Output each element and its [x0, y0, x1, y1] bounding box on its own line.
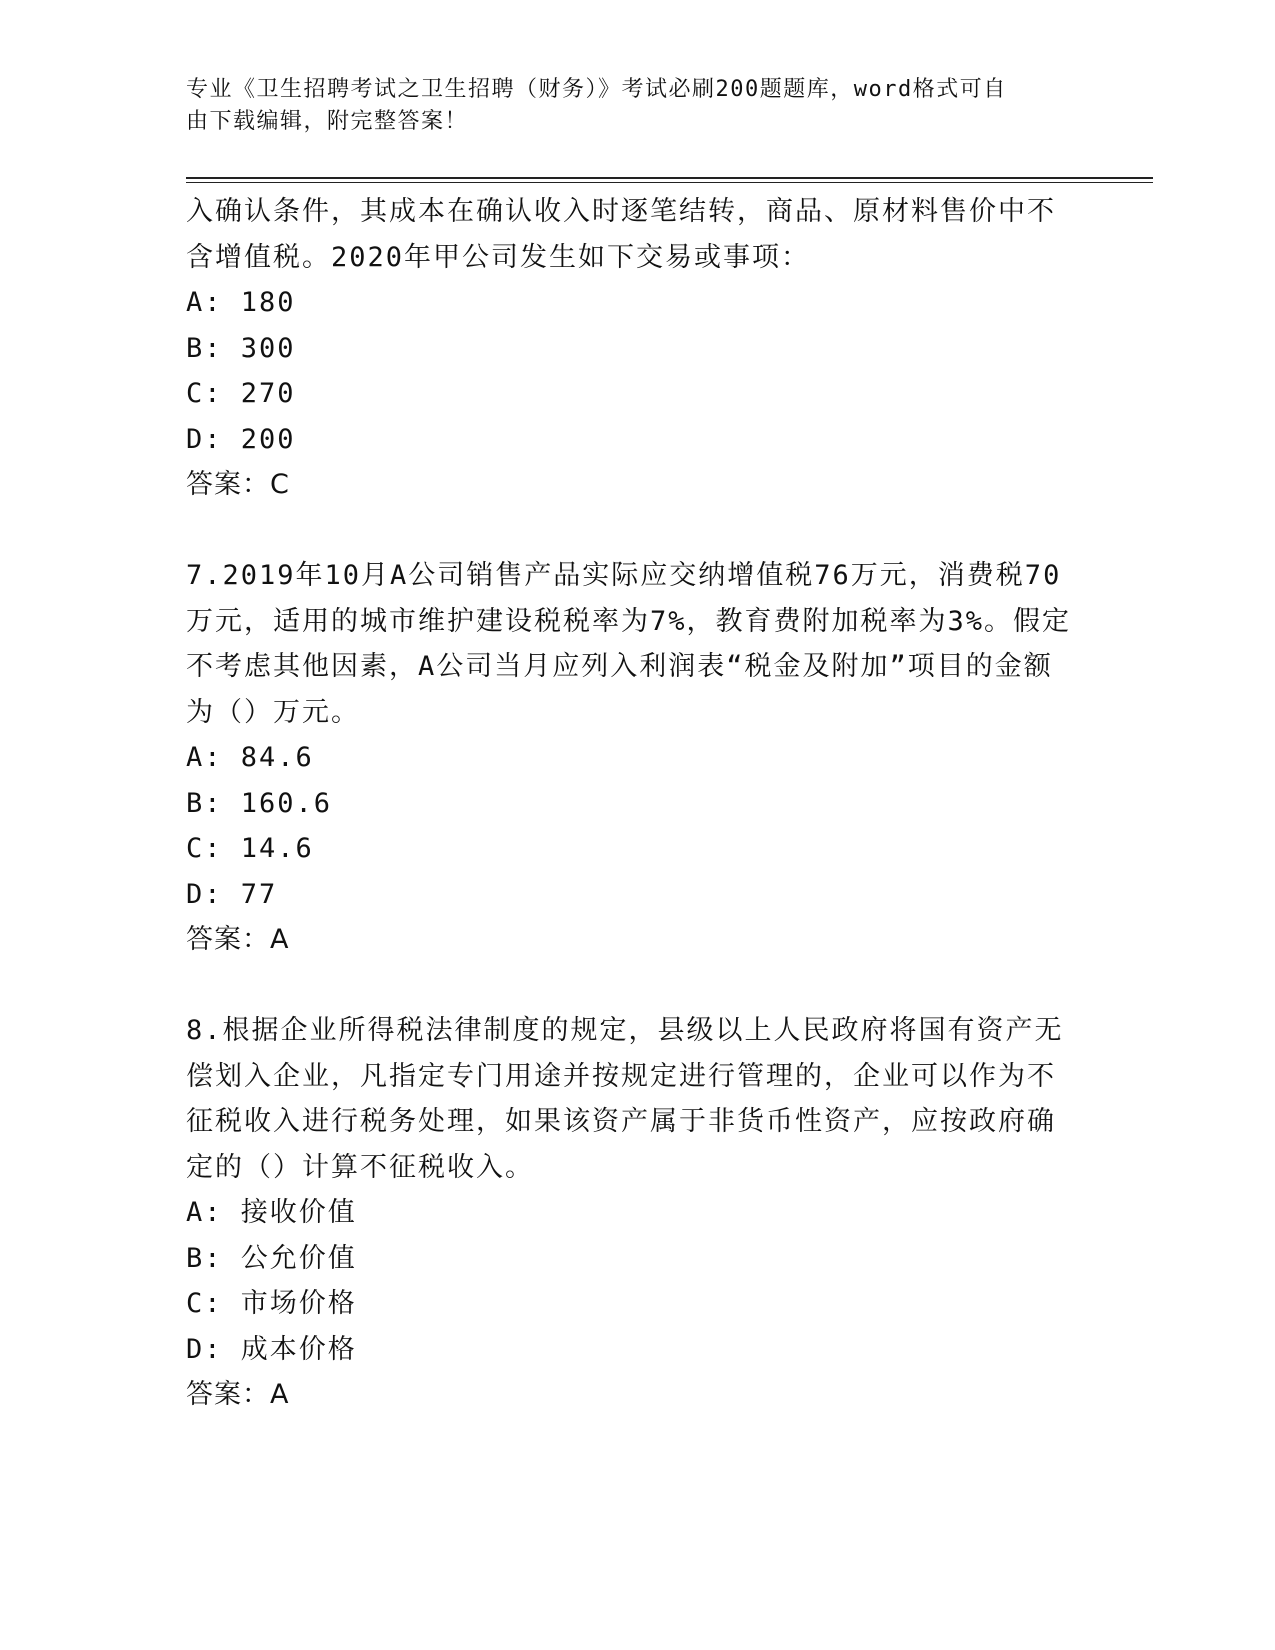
question-stem-line: 偿划入企业，凡指定专门用途并按规定进行管理的，企业可以作为不	[186, 1060, 1056, 1092]
question-stem-line: 入确认条件，其成本在确认收入时逐笔结转，商品、原材料售价中不	[186, 196, 1056, 227]
option-a: A: 84.6	[186, 742, 314, 773]
question-stem-line: 为（）万元。	[186, 696, 360, 728]
question-stem-line: 征税收入进行税务处理，如果该资产属于非货币性资产，应按政府确	[186, 1106, 1056, 1137]
document-header	[186, 74, 1066, 138]
answer-line: 答案：A	[186, 1379, 290, 1410]
option-c: C: 14.6	[186, 833, 314, 864]
option-d: D: 200	[186, 423, 296, 455]
question-7	[186, 553, 1086, 963]
header-divider-thin	[186, 182, 1153, 183]
header-line-1: 专业《卫生招聘考试之卫生招聘（财务）》考试必刷200题题库，word格式可自	[186, 77, 1007, 102]
question-stem-line: 8.根据企业所得税法律制度的规定，县级以上人民政府将国有资产无	[186, 1015, 1064, 1046]
question-stem-line: 万元，适用的城市维护建设税税率为7%，教育费附加税率为3%。假定	[186, 605, 1072, 637]
spacer	[186, 963, 1086, 1009]
option-b: B: 300	[186, 332, 296, 364]
option-b: B: 公允价值	[186, 1242, 357, 1274]
answer-line: 答案：A	[186, 924, 290, 955]
option-a: A: 接收价值	[186, 1197, 357, 1228]
option-b: B: 160.6	[186, 787, 333, 819]
option-d: D: 77	[186, 878, 278, 910]
spacer	[186, 508, 1086, 554]
header-divider-thick	[186, 177, 1153, 179]
option-c: C: 市场价格	[186, 1288, 357, 1319]
question-stem-line: 含增值税。2020年甲公司发生如下交易或事项：	[186, 241, 811, 273]
option-d: D: 成本价格	[186, 1333, 357, 1365]
question-continued	[186, 189, 1086, 508]
question-stem-line: 定的（）计算不征税收入。	[186, 1151, 534, 1183]
question-8	[186, 1008, 1086, 1418]
question-stem-line: 7.2019年10月A公司销售产品实际应交纳增值税76万元，消费税70	[186, 560, 1062, 591]
header-line-2: 由下载编辑，附完整答案！	[186, 109, 469, 134]
question-stem-line: 不考虑其他因素，A公司当月应列入利润表“税金及附加”项目的金额	[186, 651, 1053, 682]
answer-line: 答案：C	[186, 469, 290, 500]
option-a: A: 180	[186, 287, 296, 318]
option-c: C: 270	[186, 378, 296, 409]
document-body	[186, 189, 1086, 1418]
